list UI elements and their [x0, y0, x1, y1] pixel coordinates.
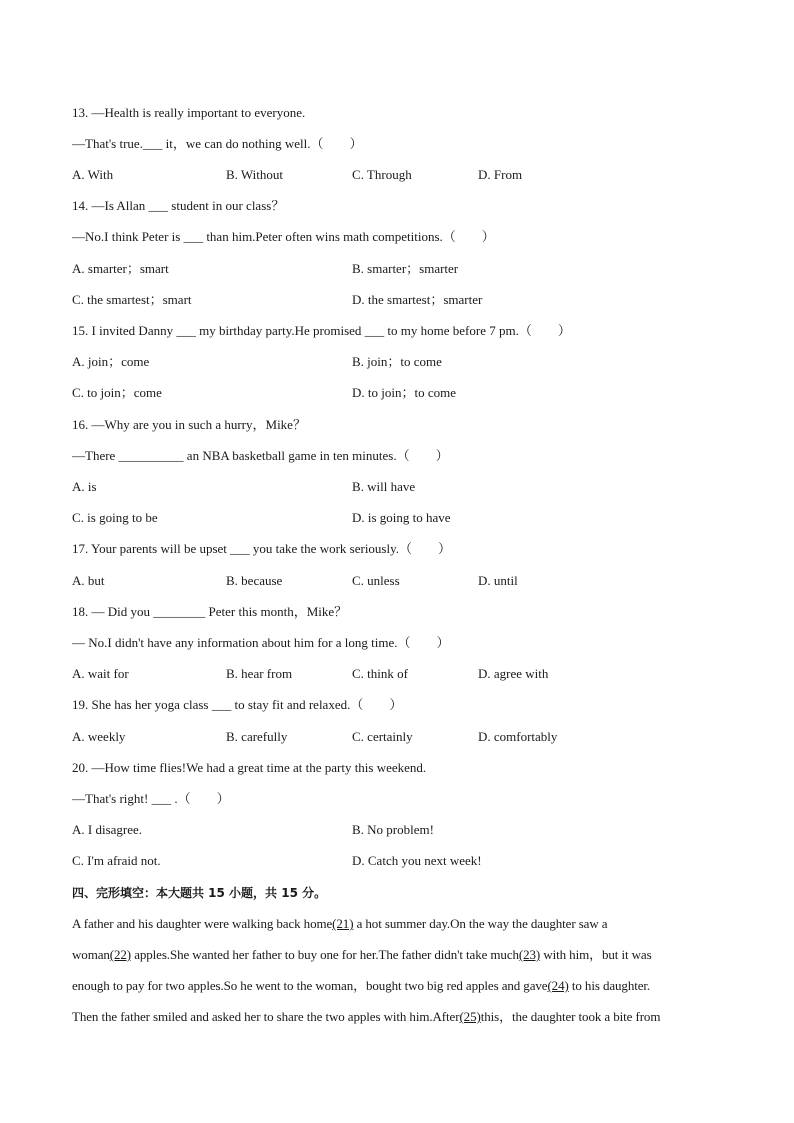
q16-option-a: A. is — [72, 479, 97, 494]
q13-stem: 13. —Health is really important to everyone. — [72, 105, 306, 120]
q19-option-d: D. comfortably — [478, 729, 558, 744]
q13-option-b: B. Without — [226, 167, 284, 182]
passage-text: Then the father smiled and asked her to share the two apples with him.After — [72, 1009, 460, 1024]
q18-option-a: A. wait for — [72, 666, 129, 681]
q14-option-b: B. smarter；smarter — [352, 261, 459, 276]
q15-option-a: A. join；come — [72, 354, 150, 369]
blank-23: (23) — [518, 947, 541, 962]
q20-stem: 20. —How time flies!We had a great time at the party this weekend. — [72, 760, 427, 775]
q20-option-d: D. Catch you next week! — [352, 853, 482, 868]
passage-text: enough to pay for two apples.So he went to the woman，bought two big red apples and gave — [72, 978, 548, 993]
q17-option-d: D. until — [478, 573, 518, 588]
q19-stem: 19. She has her yoga class ___ to stay fit and relaxed.（ ） — [72, 697, 403, 712]
q18-stem: 18. — Did you ________ Peter this month，Mike？ — [72, 604, 348, 619]
q18-reply: — No.I didn't have any information about him for a long time.（ ） — [72, 635, 450, 650]
q17-option-a: A. but — [72, 573, 105, 588]
q15-stem: 15. I invited Danny ___ my birthday party.He promised ___ to my home before 7 pm.（ ） — [72, 323, 571, 338]
q14-option-c: C. the smartest；smart — [72, 292, 192, 307]
blank-22: (22) — [109, 947, 132, 962]
passage-text: apples.She wanted her father to buy one for her.The father didn't take much — [131, 947, 519, 962]
section-heading: 四、完形填空：本大题共 15 小题，共 15 分。 — [72, 886, 327, 900]
blank-25: (25) — [459, 1009, 481, 1024]
q16-reply: —There __________ an NBA basketball game in ten minutes.（ ） — [72, 448, 449, 463]
passage-text: a hot summer day.On the way the daughter saw a — [353, 916, 608, 931]
blank-24: (24) — [547, 978, 569, 993]
q15-option-d: D. to join；to come — [352, 385, 456, 400]
q13-option-c: C. Through — [352, 167, 412, 182]
q16-option-c: C. is going to be — [72, 510, 158, 525]
q18-option-c: C. think of — [352, 666, 408, 681]
passage-text: this，the daughter took a bite from — [480, 1009, 661, 1024]
passage-line-4 — [72, 1008, 734, 1026]
passage-line-1 — [72, 915, 734, 933]
q17-option-b: B. because — [226, 573, 283, 588]
passage-line-3 — [72, 977, 734, 995]
q17-option-c: C. unless — [352, 573, 400, 588]
q20-reply: —That's right! ___ .（ ） — [72, 791, 230, 806]
q18-option-b: B. hear from — [226, 666, 293, 681]
q19-option-b: B. carefully — [226, 729, 288, 744]
q13-option-a: A. With — [72, 167, 114, 182]
q20-option-c: C. I'm afraid not. — [72, 853, 161, 868]
q16-option-b: B. will have — [352, 479, 416, 494]
q14-stem: 14. —Is Allan ___ student in our class？ — [72, 198, 285, 213]
blank-21: (21) — [332, 916, 354, 931]
q20-option-a: A. I disagree. — [72, 822, 143, 837]
q15-option-c: C. to join；come — [72, 385, 162, 400]
q19-option-a: A. weekly — [72, 729, 126, 744]
q16-option-d: D. is going to have — [352, 510, 451, 525]
passage-text: to his daughter. — [568, 978, 651, 993]
passage-text: A father and his daughter were walking back home — [72, 916, 333, 931]
q14-option-d: D. the smartest；smarter — [352, 292, 483, 307]
q17-stem: 17. Your parents will be upset ___ you take the work seriously.（ ） — [72, 541, 452, 556]
passage-text: with him，but it was — [540, 947, 652, 962]
q19-option-c: C. certainly — [352, 729, 413, 744]
q13-reply: —That's true.___ it，we can do nothing well.（ ） — [72, 136, 363, 151]
q16-stem: 16. —Why are you in such a hurry，Mike？ — [72, 417, 306, 432]
q18-option-d: D. agree with — [478, 666, 549, 681]
q20-option-b: B. No problem! — [352, 822, 434, 837]
q15-option-b: B. join；to come — [352, 354, 442, 369]
passage-text: woman — [72, 947, 110, 962]
passage-line-2 — [72, 946, 734, 964]
q14-option-a: A. smarter；smart — [72, 261, 169, 276]
q14-reply: —No.I think Peter is ___ than him.Peter often wins math competitions.（ ） — [72, 229, 495, 244]
q13-option-d: D. From — [478, 167, 523, 182]
